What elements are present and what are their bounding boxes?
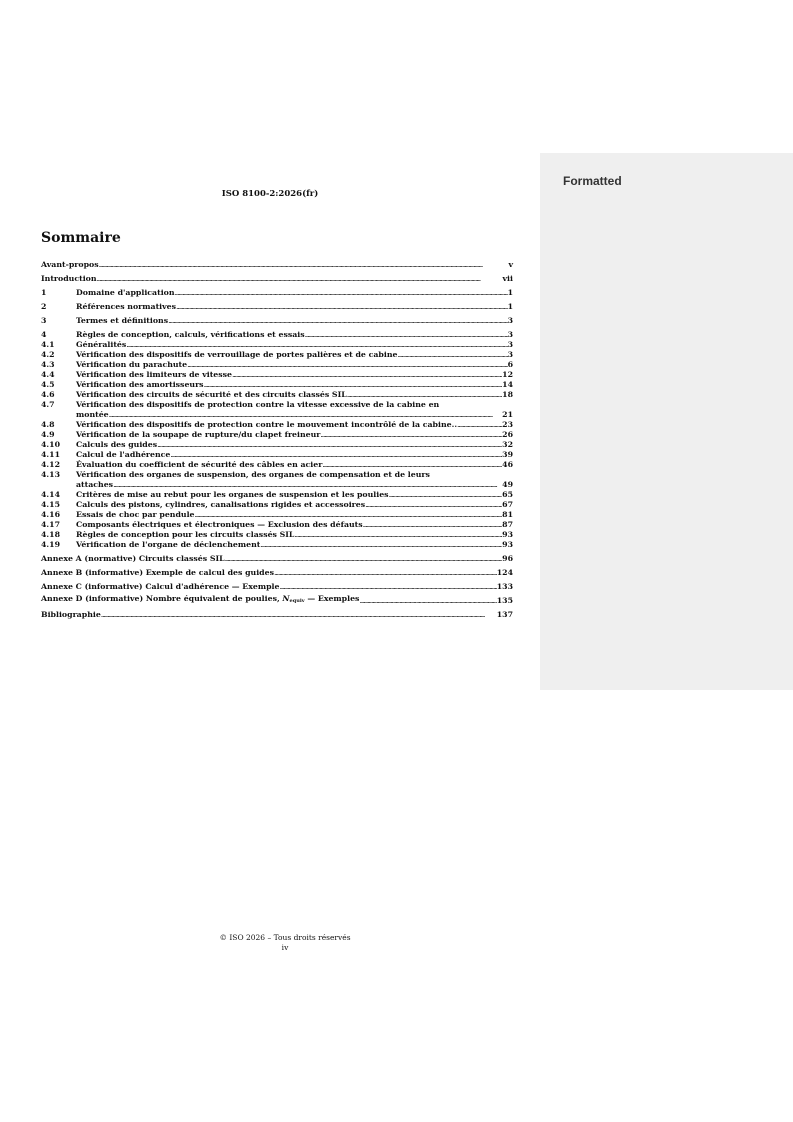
toc-leader-dots <box>457 420 502 430</box>
toc-entry-text-continued: montée <box>76 410 109 419</box>
toc-entry-page: 133 <box>496 582 513 591</box>
toc-leader-dots <box>359 596 496 606</box>
toc-entry-number: 4.5 <box>41 380 55 389</box>
toc-entry-text: Vérification de l'organe de déclenchement <box>76 540 261 549</box>
toc-entry[interactable] <box>41 316 513 326</box>
toc-entry-number: 4.16 <box>41 510 60 519</box>
toc-entry[interactable] <box>41 390 513 400</box>
toc-leader-dots <box>232 370 502 380</box>
toc-leader-dots <box>126 340 507 350</box>
toc-leader-dots <box>305 330 508 340</box>
toc-entry[interactable] <box>41 530 513 540</box>
toc-entry[interactable] <box>41 302 513 312</box>
toc-leader-dots <box>195 510 503 520</box>
toc-entry-number: 4.4 <box>41 370 55 379</box>
toc-entry-number: 3 <box>41 316 47 325</box>
toc-leader-dots <box>113 480 502 490</box>
toc-leader-dots <box>347 390 502 400</box>
toc-entry-page: 46 <box>502 460 513 469</box>
comment-margin-pane <box>540 153 793 690</box>
toc-entry-number: 4.7 <box>41 400 55 409</box>
toc-leader-dots <box>204 380 503 390</box>
toc-leader-dots <box>175 288 508 298</box>
toc-entry-page: 3 <box>507 340 513 349</box>
toc-leader-dots <box>168 316 507 326</box>
toc-entry-number: 4.10 <box>41 440 60 449</box>
toc-leader-dots <box>157 440 502 450</box>
toc-entry-number: 4.6 <box>41 390 55 399</box>
toc-entry-text: Règles de conception, calculs, vérifications et essais <box>76 330 305 339</box>
toc-entry-text: Avant-propos <box>41 260 99 269</box>
toc-entry[interactable] <box>41 340 513 350</box>
toc-entry-page: 67 <box>502 500 513 509</box>
toc-leader-dots <box>109 410 502 420</box>
toc-entry-page: 18 <box>502 390 513 399</box>
toc-entry-page: 135 <box>496 596 513 605</box>
toc-leader-dots <box>99 260 509 270</box>
toc-entry[interactable] <box>41 274 513 284</box>
toc-entry[interactable] <box>41 450 513 460</box>
toc-entry-page: 6 <box>507 360 513 369</box>
variable-n: N <box>282 594 290 603</box>
toc-entry-page: 1 <box>507 302 513 311</box>
formatting-balloon-label: Formatted <box>563 174 622 188</box>
toc-entry-number: 4.18 <box>41 530 60 539</box>
toc-entry-page: 32 <box>502 440 513 449</box>
toc-entry-text: Calculs des pistons, cylindres, canalisations rigides et accessoires <box>76 500 366 509</box>
toc-entry[interactable] <box>41 360 513 370</box>
toc-entry-page: 65 <box>502 490 513 499</box>
toc-entry-number: 4.1 <box>41 340 55 349</box>
toc-entry[interactable] <box>41 430 513 440</box>
toc-entry-text: Annexe B (informative) Exemple de calcul des guides <box>41 568 274 577</box>
toc-entry[interactable] <box>41 510 513 520</box>
toc-entry-text: Composants électriques et électroniques — Exclusion des défauts <box>76 520 363 529</box>
toc-entry-continuation[interactable] <box>41 410 513 420</box>
toc-entry-number: 4.14 <box>41 490 60 499</box>
toc-entry-number: 2 <box>41 302 47 311</box>
toc-leader-dots <box>260 540 502 550</box>
toc-leader-dots <box>225 554 503 564</box>
toc-entry-text: Introduction <box>41 274 97 283</box>
toc-entry-page: 21 <box>502 410 513 419</box>
toc-heading: Sommaire <box>41 230 121 246</box>
toc-entry-page: 3 <box>507 350 513 359</box>
toc-entry-page: 87 <box>502 520 513 529</box>
toc-entry-text: Vérification du parachute <box>76 360 188 369</box>
toc-entry-page: 39 <box>502 450 513 459</box>
toc-entry-page: 137 <box>496 610 513 619</box>
toc-entry-number: 4.17 <box>41 520 60 529</box>
toc-entry-annex-d[interactable] <box>41 596 513 606</box>
toc-entry[interactable] <box>41 330 513 340</box>
toc-entry-text: Domaine d'application <box>76 288 175 297</box>
toc-leader-dots <box>101 610 497 620</box>
toc-leader-dots <box>397 350 507 360</box>
annex-d-title: Annexe D (informative) Nombre équivalent de poulies, <box>41 594 283 603</box>
toc-entry-page: 3 <box>507 330 513 339</box>
toc-entry-text: Évaluation du coefficient de sécurité des câbles en acier <box>76 460 323 469</box>
toc-entry[interactable] <box>41 554 513 564</box>
toc-entry-number: 4 <box>41 330 47 339</box>
toc-entry[interactable] <box>41 568 513 578</box>
toc-entry-text: Critères de mise au rebut pour les organes de suspension et les poulies <box>76 490 389 499</box>
toc-leader-dots <box>170 450 502 460</box>
toc-entry[interactable] <box>41 288 513 298</box>
toc-entry-page: 1 <box>507 288 513 297</box>
toc-entry-number: 4.19 <box>41 540 60 549</box>
copyright-notice: © ISO 2026 – Tous droits réservés <box>219 933 351 942</box>
toc-entry-text: Termes et définitions <box>76 316 169 325</box>
document-header: ISO 8100-2:2026(fr) <box>221 189 319 199</box>
toc-entry-text: Annexe C (informative) Calcul d'adhérence — Exemple <box>41 582 280 591</box>
toc-entry-page: vii <box>502 274 513 283</box>
toc-entry-number: 4.9 <box>41 430 55 439</box>
toc-entry[interactable] <box>41 420 513 430</box>
toc-entry-text: Vérification de la soupape de rupture/du clapet freineur <box>76 430 321 439</box>
toc-entry-text: Annexe A (normative) Circuits classés SIL <box>41 554 225 563</box>
toc-entry-text: Vérification des organes de suspension, des organes de compensation et de leurs <box>76 470 430 479</box>
toc-entry-page: 93 <box>502 530 513 539</box>
toc-leader-dots <box>389 490 503 500</box>
toc-leader-dots <box>274 568 497 578</box>
toc-leader-dots <box>176 302 508 312</box>
toc-entry-text: Vérification des circuits de sécurité et des circuits classés SIL <box>76 390 347 399</box>
toc-entry-number: 4.13 <box>41 470 60 479</box>
toc-entry[interactable] <box>41 400 513 410</box>
toc-entry-page: v <box>508 260 513 269</box>
toc-entry-page: 49 <box>502 480 513 489</box>
toc-leader-dots <box>187 360 507 370</box>
toc-leader-dots <box>322 460 502 470</box>
toc-entry-number: 4.8 <box>41 420 55 429</box>
toc-entry[interactable] <box>41 540 513 550</box>
toc-entry[interactable] <box>41 460 513 470</box>
toc-leader-dots <box>363 520 502 530</box>
toc-entry-page: 3 <box>507 316 513 325</box>
toc-entry[interactable] <box>41 520 513 530</box>
toc-entry-text: Bibliographie <box>41 610 101 619</box>
toc-entry-continuation[interactable] <box>41 480 513 490</box>
toc-leader-dots <box>365 500 502 510</box>
toc-entry-number: 4.11 <box>41 450 60 459</box>
toc-entry-page: 12 <box>502 370 513 379</box>
toc-entry[interactable] <box>41 582 513 592</box>
toc-entry-text: Vérification des dispositifs de verrouillage de portes palières et de cabine <box>76 350 398 359</box>
toc-leader-dots <box>320 430 502 440</box>
toc-leader-dots <box>97 274 503 284</box>
page-footer <box>0 933 570 953</box>
toc-entry[interactable] <box>41 380 513 390</box>
toc-entry[interactable] <box>41 490 513 500</box>
toc-entry-number: 4.12 <box>41 460 60 469</box>
toc-entry[interactable] <box>41 500 513 510</box>
toc-entry-text: Calculs des guides <box>76 440 158 449</box>
page-number: iv <box>281 943 289 952</box>
toc-entry[interactable] <box>41 470 513 480</box>
toc-entry-text: Vérification des dispositifs de protection contre le mouvement incontrôlé de la cabine.. <box>76 420 458 429</box>
toc-entry-text: Règles de conception pour les circuits classés SIL <box>76 530 295 539</box>
toc-entry-text-continued: attaches <box>76 480 114 489</box>
toc-entry-page: 14 <box>502 380 513 389</box>
toc-leader-dots <box>279 582 496 592</box>
toc-entry-text: Vérification des amortisseurs <box>76 380 204 389</box>
toc-entry-bibliography[interactable] <box>41 610 513 620</box>
annex-d-title-suffix: — Exemples <box>304 594 360 603</box>
toc-entry-number: 4.3 <box>41 360 55 369</box>
toc-entry-text: Vérification des limiteurs de vitesse <box>76 370 232 379</box>
variable-subscript: equiv <box>289 598 305 604</box>
toc-entry-page: 26 <box>502 430 513 439</box>
toc-entry-page: 124 <box>496 568 513 577</box>
toc-entry-text <box>41 594 359 606</box>
toc-entry-text: Généralités <box>76 340 127 349</box>
toc-entry-text: Vérification des dispositifs de protection contre la vitesse excessive de la cabine en <box>76 400 440 409</box>
toc-entry-page: 93 <box>502 540 513 549</box>
toc-entry-text: Calcul de l'adhérence <box>76 450 171 459</box>
table-of-contents <box>41 260 513 620</box>
toc-entry[interactable] <box>41 350 513 360</box>
toc-entry[interactable] <box>41 260 513 270</box>
toc-leader-dots <box>294 530 502 540</box>
toc-entry-text: Références normatives <box>76 302 177 311</box>
toc-entry[interactable] <box>41 370 513 380</box>
toc-entry-number: 4.15 <box>41 500 60 509</box>
toc-entry-text: Essais de choc par pendule <box>76 510 195 519</box>
toc-entry-page: 96 <box>502 554 513 563</box>
toc-entry-number: 4.2 <box>41 350 55 359</box>
toc-entry-page: 81 <box>502 510 513 519</box>
toc-entry-number: 1 <box>41 288 47 297</box>
toc-entry-page: 23 <box>502 420 513 429</box>
toc-entry[interactable] <box>41 440 513 450</box>
